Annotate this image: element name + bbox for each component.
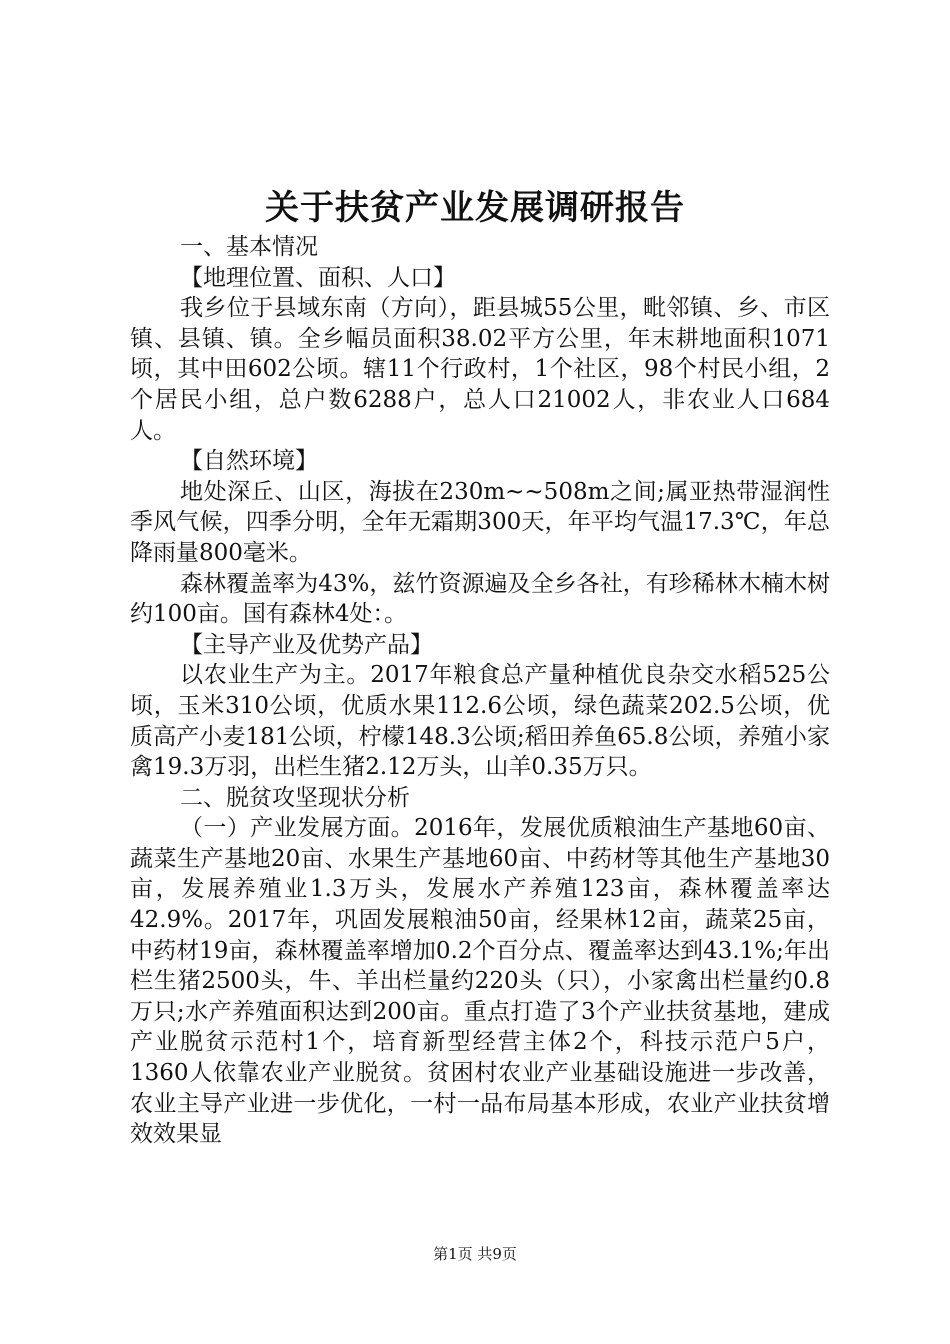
paragraph-location: 我乡位于县域东南（方向），距县城55公里，毗邻镇、乡、市区镇、县镇、镇。全乡幅员面积38.02平方公里，年末耕地面积1071顷，其中田602公顷。辖11个行政村，1个社区，98个村民小组，2个居民小组，总户数6288户，总人口21002人，非农业人口684人。	[130, 295, 830, 444]
section-heading-basic-info: 一、基本情况	[180, 234, 318, 260]
paragraph-forest: 森林覆盖率为43%，兹竹资源遍及全乡各社，有珍稀林木楠木树约100亩。国有森林4处：。	[130, 570, 830, 628]
subheading-industry: 【主导产业及优势产品】	[180, 631, 433, 658]
paragraph-environment: 地处深丘、山区，海拔在230m~~508m之间;属亚热带湿润性季风气候，四季分明，全年无霜期300天，年平均气温17.3℃，年总降雨量800毫米。	[130, 478, 830, 566]
paragraph-industry-development: （一）产业发展方面。2016年，发展优质粮油生产基地60亩、蔬菜生产基地20亩、水果生产基地60亩、中药材等其他生产基地30亩，发展养殖业1.3万头，发展水产养殖123亩，森林覆盖率达42.9%。2017年，巩固发展粮油50亩，经果林12亩，蔬菜25亩，中药材19亩，森林覆盖率增加0.2个百分点、覆盖率达到43.1%;年出栏生猪2500头，牛、羊出栏量约220头（只），小家禽出栏量约0.8万只;水产养殖面积达到200亩。重点打造了3个产业扶贫基地，建成产业脱贫示范村1个，培育新型经营主体2个，科技示范户5户，1360人依靠农业产业脱贫。贫困村农业产业基础设施进一步改善，农业主导产业进一步优化，一村一品布局基本形成，农业产业扶贫增效效果显	[130, 815, 830, 1148]
page-footer: 第1页 共9页	[433, 1245, 517, 1263]
document-title: 关于扶贫产业发展调研报告	[265, 188, 685, 228]
subheading-environment: 【自然环境】	[180, 448, 318, 475]
paragraph-industry: 以农业生产为主。2017年粮食总产量种植优良杂交水稻525公顷，玉米310公顷，优质水果112.6公顷，绿色蔬菜202.5公顷，优质高产小麦181公顷，柠檬148.3公顷;稻田养鱼65.8公顷，养殖小家禽19.3万羽，出栏生猪2.12万头，山羊0.35万只。	[130, 662, 830, 781]
document-body	[130, 232, 830, 1150]
subheading-location: 【地理位置、面积、人口】	[180, 264, 456, 291]
section-heading-analysis: 二、脱贫攻坚现状分析	[180, 784, 410, 811]
